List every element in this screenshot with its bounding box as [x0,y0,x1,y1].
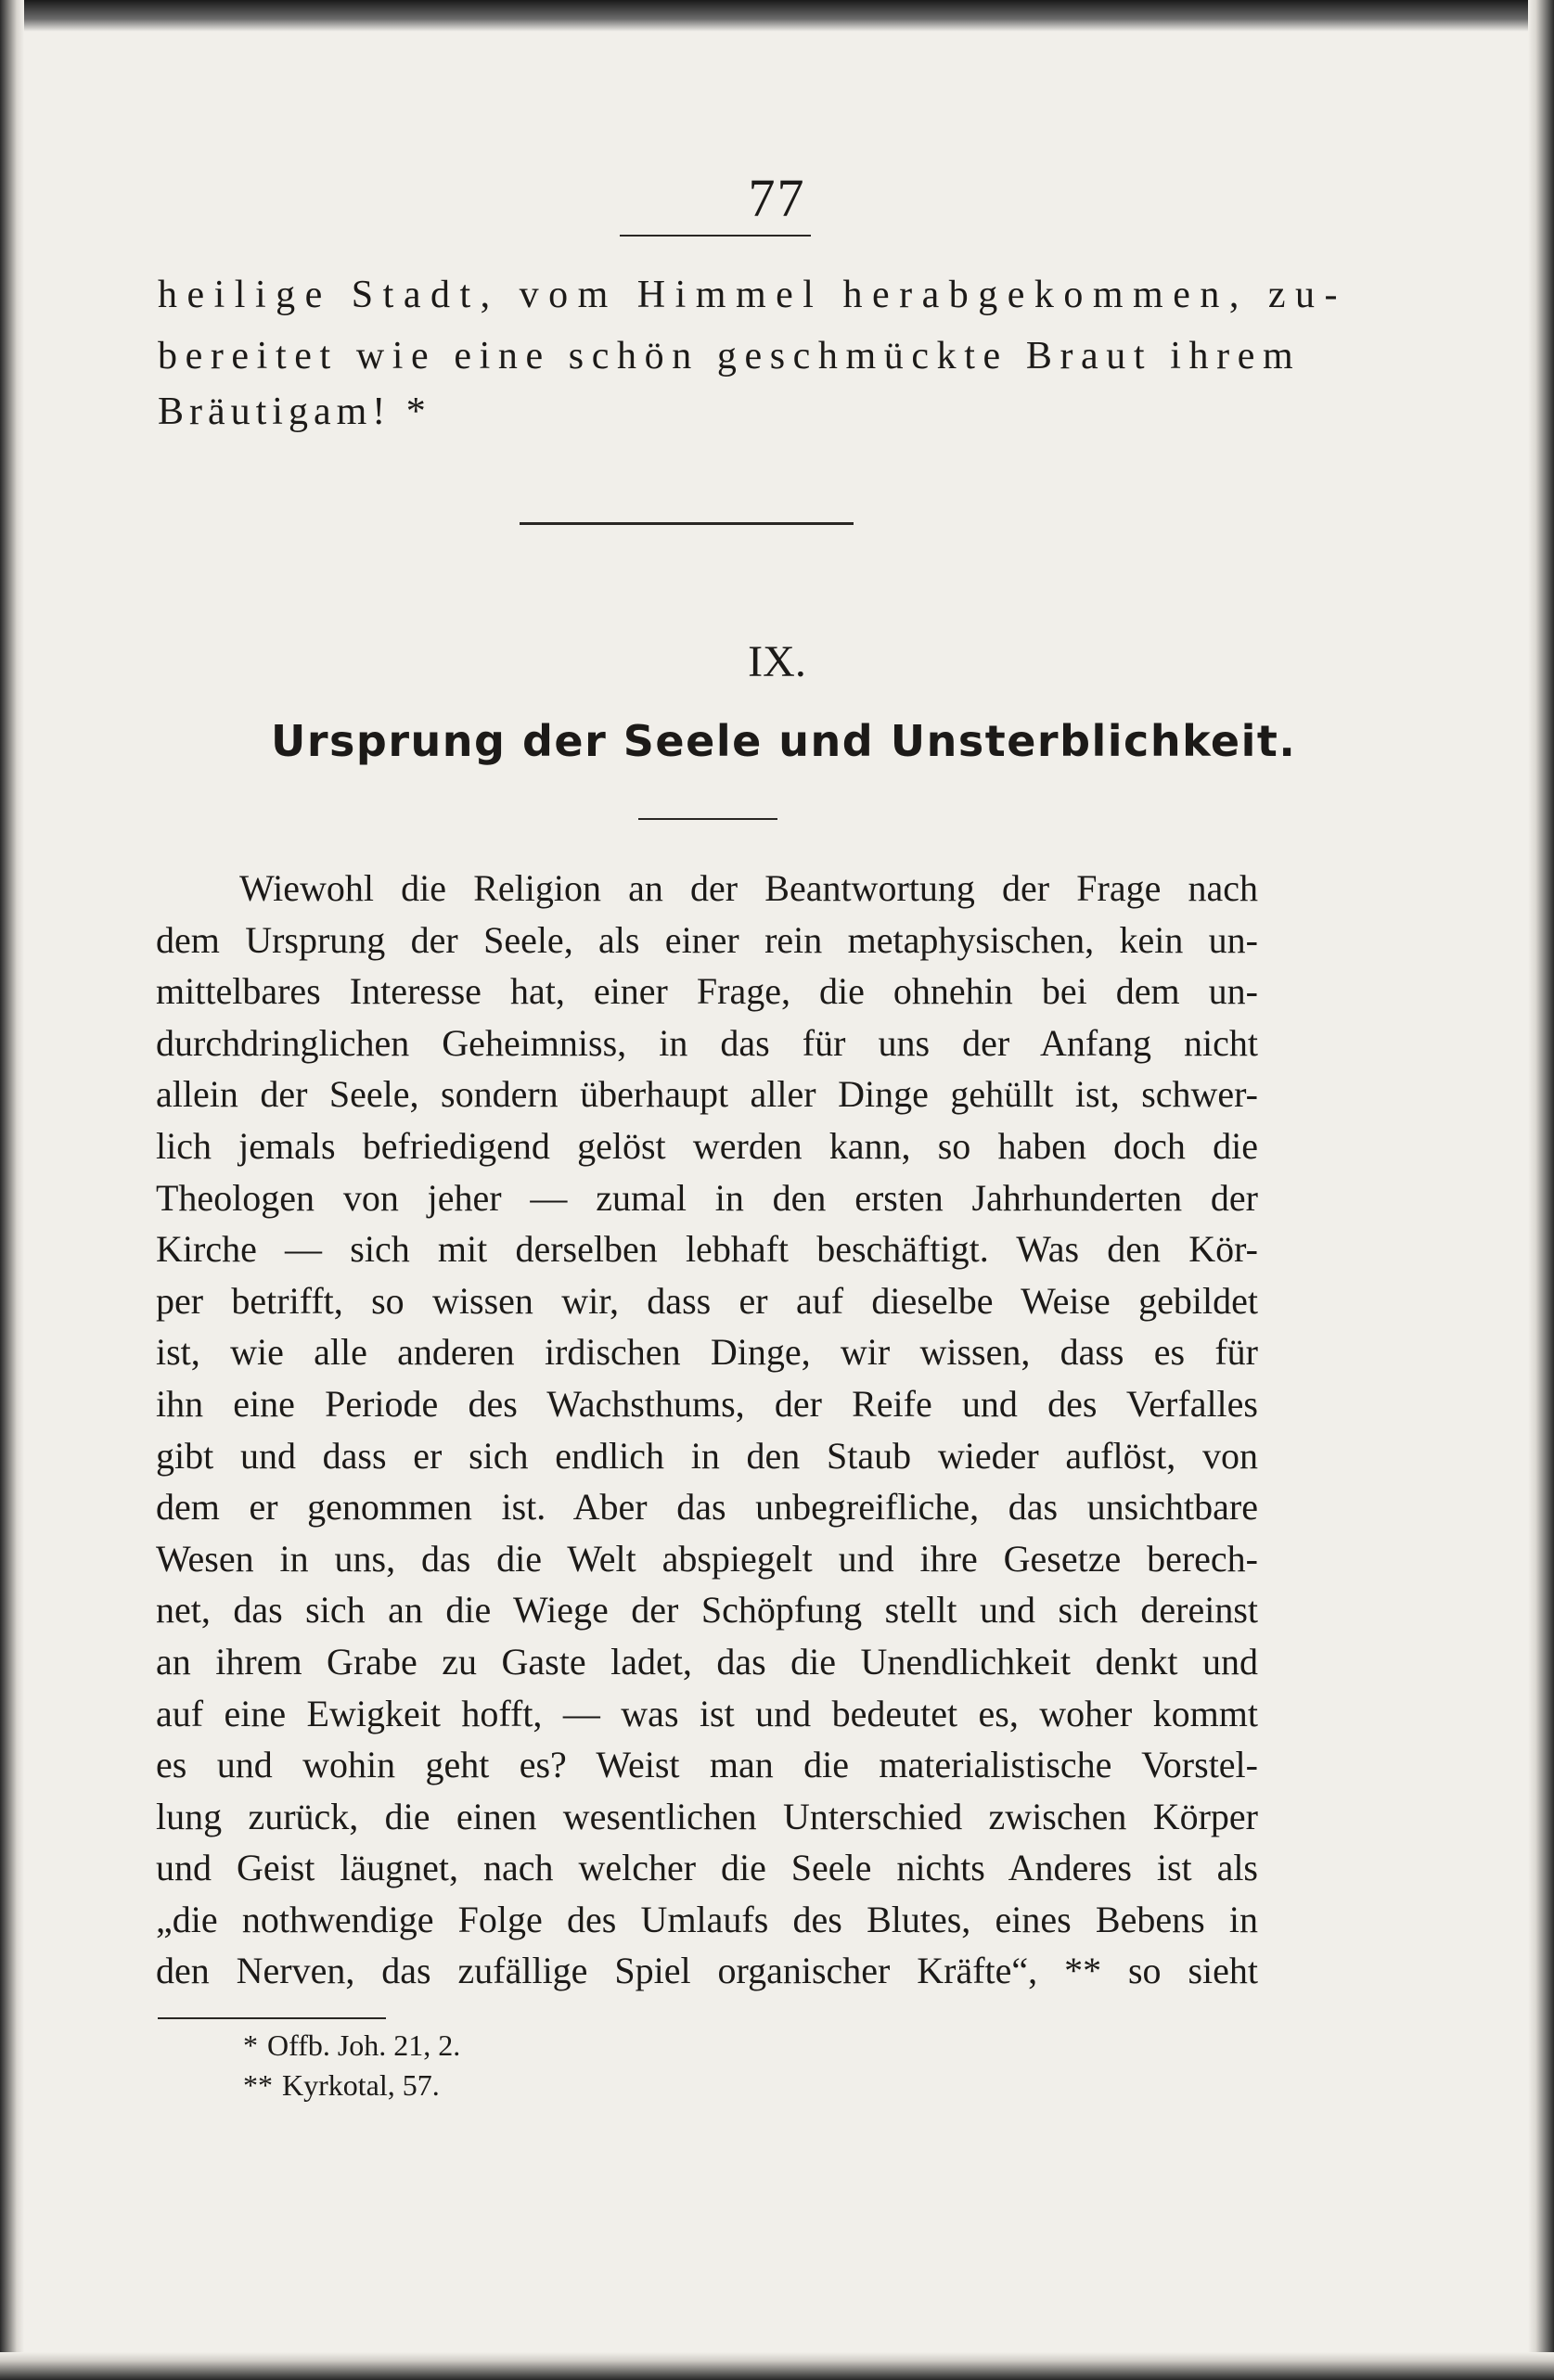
continuation-line: heilige Stadt, vom Himmel herabgekommen, zu- [158,274,1347,316]
footnote-marker: * [243,2028,258,2062]
body-line: und Geist läugnet, nach welcher die Seele nichts Anderes ist als [156,1847,1258,1889]
body-line: net, das sich an die Wiege der Schöpfung stellt und sich dereinst [156,1589,1258,1631]
section-divider [520,522,854,525]
continuation-line: bereitet wie eine schön geschmückte Braut ihrem [158,335,1302,377]
body-line: durchdringlichen Geheimniss, in das für uns der Anfang nicht [156,1021,1258,1064]
footnote [243,2066,707,2105]
chapter-number: IX. [748,637,806,686]
body-line: Theologen von jeher — zumal in den ersten Jahrhunderten der [156,1176,1258,1219]
body-line: den Nerven, das zufällige Spiel organischer Kräfte“, ** so sieht [156,1950,1258,1992]
chapter-title-rule [638,818,777,820]
body-line: allein der Seele, sondern überhaupt aller Dinge gehüllt ist, schwer- [156,1073,1258,1116]
page-number: 77 [748,168,806,228]
body-line: ihn eine Periode des Wachsthums, der Reife und des Verfalles [156,1382,1258,1425]
footnote-text: Offb. Joh. 21, 2. [267,2028,461,2062]
body-line: Wiewohl die Religion an der Beantwortung der Frage nach [239,867,1258,909]
body-line: Wesen in uns, das die Welt abspiegelt und ihre Gesetze berech- [156,1537,1258,1580]
body-line: es und wohin geht es? Weist man die materialistische Vorstel- [156,1744,1258,1786]
scan-edge-right [1528,0,1554,2380]
body-line: „die nothwendige Folge des Umlaufs des Blutes, eines Bebens in [156,1898,1258,1940]
body-line: dem er genommen ist. Aber das unbegreifliche, das unsichtbare [156,1486,1258,1529]
body-line: per betrifft, so wissen wir, dass er auf dieselbe Weise gebildet [156,1279,1258,1322]
body-line: dem Ursprung der Seele, als einer rein metaphysischen, kein un- [156,918,1258,961]
scan-edge-left [0,0,24,2380]
body-text [156,863,1258,1997]
chapter-title: Ursprung der Seele und Unsterblichkeit. [271,716,1297,766]
body-line: mittelbares Interesse hat, einer Frage, die ohnehin bei dem un- [156,970,1258,1013]
body-line: gibt und dass er sich endlich in den Staub wieder auflöst, von [156,1434,1258,1477]
scan-edge-bottom [0,2352,1554,2380]
body-line: auf eine Ewigkeit hofft, — was ist und bedeutet es, woher kommt [156,1692,1258,1734]
body-line: an ihrem Grabe zu Gaste ladet, das die Unendlichkeit denkt und [156,1640,1258,1683]
body-line: ist, wie alle anderen irdischen Dinge, wir wissen, dass es für [156,1331,1258,1374]
footnote-text: Kyrkotal, 57. [282,2068,440,2102]
footnote-marker: ** [243,2068,273,2102]
body-line: lich jemals befriedigend gelöst werden kann, so haben doch die [156,1124,1258,1167]
body-line: lung zurück, die einen wesentlichen Unterschied zwischen Körper [156,1795,1258,1837]
footnote [243,2026,707,2066]
scan-edge-top [0,0,1554,32]
footnote-rule [158,2017,386,2019]
page-number-rule [620,235,811,237]
continuation-line: Bräutigam! * [158,390,431,433]
body-line: Kirche — sich mit derselben lebhaft beschäftigt. Was den Kör- [156,1228,1258,1271]
footnotes [243,2026,707,2105]
